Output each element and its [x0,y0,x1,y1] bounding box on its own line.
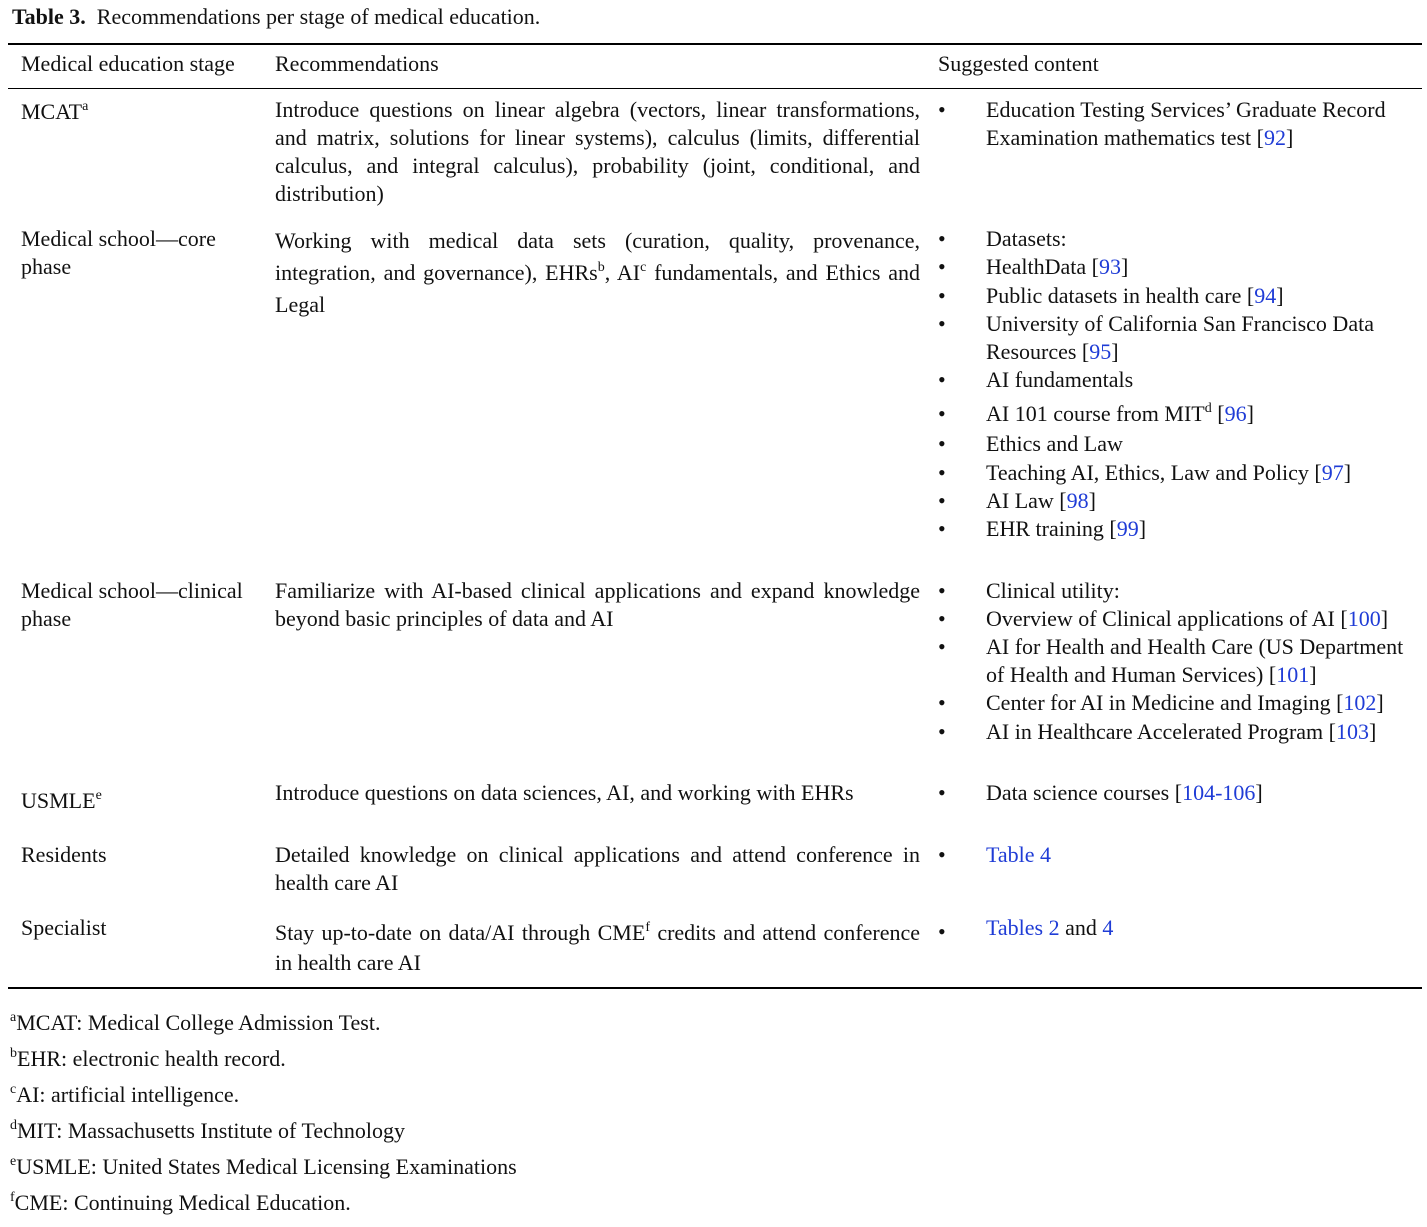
bullet-icon: • [938,516,946,541]
list-item: • Teaching AI, Ethics, Law and Policy [97] [938,460,1352,485]
ref-link[interactable]: Table 4 [986,842,1052,867]
ref-link[interactable]: 98 [1066,488,1089,513]
header-recommendations: Recommendations [275,51,439,76]
row-recommendation: Familiarize with AI-based clinical applications and expand knowledge beyond basic principles of data and AI [275,578,920,631]
list-item: • AI Law [98] [938,488,1096,513]
table-caption [12,4,540,30]
bullet-icon: • [938,283,946,308]
ref-link[interactable]: 92 [1263,125,1286,150]
list-item: • Ethics and Law [938,431,1123,456]
ref-link[interactable]: 95 [1089,339,1112,364]
footnote: $^e$USMLE: United States Medical Licensing Examinations [10,1154,517,1179]
list-item: • Data science courses [104-106] [938,780,1263,805]
bullet-icon: • [938,919,946,944]
ref-link[interactable]: Tables 2 [986,915,1060,940]
bullet-icon: • [938,780,946,805]
bullet-icon: • [938,226,946,251]
ref-link[interactable]: 103 [1336,719,1369,744]
caption-label: Table 3. [12,4,86,29]
list-item: • AI fundamentals [938,367,1134,392]
caption-text: Recommendations per stage of medical education. [96,4,541,29]
ref-link[interactable]: 104 [1182,780,1216,805]
bullet-icon: • [938,606,946,631]
ref-link[interactable]: 101 [1276,662,1310,687]
list-item: • Public datasets in health care [94] [938,283,1284,308]
footnote: $^c$AI: artificial intelligence. [10,1082,240,1107]
bullet-icon: • [938,97,946,122]
row-content [938,779,1418,807]
row-recommendation: Introduce questions on linear algebra (vectors, linear transformations, and matrix, solutions for linear systems), calculus (limits, differential calculus, and integral calculus), probability (joint, conditional, and distribution) [275,97,920,206]
list-item: • University of California San Francisco Data Resources [95] [938,311,1374,364]
bullet-icon: • [938,488,946,513]
header-stage: Medical education stage [21,51,235,76]
row-recommendation: Working with medical data sets (curation, quality, provenance, integration, and governance), EHRs$^b$, $AI^c$ fundamentals, and Ethics and Legal [275,228,921,317]
row-content [938,96,1418,152]
row-stage: Specialist [21,915,107,940]
list-item: • Education Testing Services’ Graduate Record Examination mathematics test [92] [938,97,1386,150]
footnote: $^d$MIT: Massachusetts Institute of Technology [10,1118,406,1143]
bullet-icon: • [938,842,946,867]
bullet-icon: • [938,578,946,603]
list-item: • Center for AI in Medicine and Imaging [102] [938,690,1384,715]
header-content: Suggested content [938,51,1099,76]
list-item: • Overview of Clinical applications of AI [100] [938,606,1389,631]
list-item [938,841,1418,869]
list-item: • EHR training [99] [938,516,1147,541]
ref-link[interactable]: 97 [1321,460,1344,485]
row-stage: USMLE$^e$ [21,788,102,813]
row-stage: Medical school—clinical phase [21,578,243,631]
bullet-icon: • [938,719,946,744]
bullet-icon: • [938,311,946,336]
bullet-icon: • [938,690,946,715]
row-stage: Medical school—core phase [21,226,216,279]
footnote: $^b$EHR: electronic health record. [10,1046,286,1071]
ref-link[interactable]: 99 [1116,516,1139,541]
list-item: • Datasets: [938,226,1067,251]
ref-link[interactable]: 93 [1099,254,1121,279]
list-item: • Clinical utility: [938,578,1120,603]
header-rule [8,88,1422,89]
bullet-icon: • [938,401,946,426]
footnote: $^f$CME: Continuing Medical Education. [10,1190,351,1215]
row-content [938,841,1418,869]
list-item: • AI 101 course from MIT$^d$ [96] [938,401,1254,426]
ref-link[interactable]: 96 [1224,401,1247,426]
bullet-icon: • [938,367,946,392]
list-item: • HealthData [93] [938,254,1129,279]
bullet-icon: • [938,254,946,279]
ref-link[interactable]: 100 [1347,606,1381,631]
ref-link[interactable]: 106 [1222,780,1256,805]
row-stage: Residents [21,842,107,867]
row-content [938,914,1418,942]
list-item: • Tables 2 and 4 [938,915,1114,944]
bullet-icon: • [938,460,946,485]
list-item: • AI in Healthcare Accelerated Program [103] [938,719,1377,744]
ref-link[interactable]: 4 [1102,915,1114,940]
bullet-icon: • [938,431,946,456]
row-recommendation: Detailed knowledge on clinical applications and attend conference in health care AI [275,842,920,895]
ref-link[interactable]: 94 [1254,283,1277,308]
row-recommendation: Stay up-to-date on data/AI through CME$^f$ credits and attend conference in health care AI [275,920,920,975]
table-top-rule [8,43,1422,45]
table-bottom-rule [8,987,1422,989]
row-recommendation: Introduce questions on data sciences, AI, and working with EHRs [275,780,854,805]
list-item: • AI for Health and Health Care (US Department of Health and Human Services) [101] [938,634,1404,687]
bullet-icon: • [938,634,946,659]
row-stage: MCAT$^a$ [21,99,89,124]
footnote: $^a$MCAT: Medical College Admission Test. [10,1010,381,1035]
ref-link[interactable]: 102 [1343,690,1377,715]
